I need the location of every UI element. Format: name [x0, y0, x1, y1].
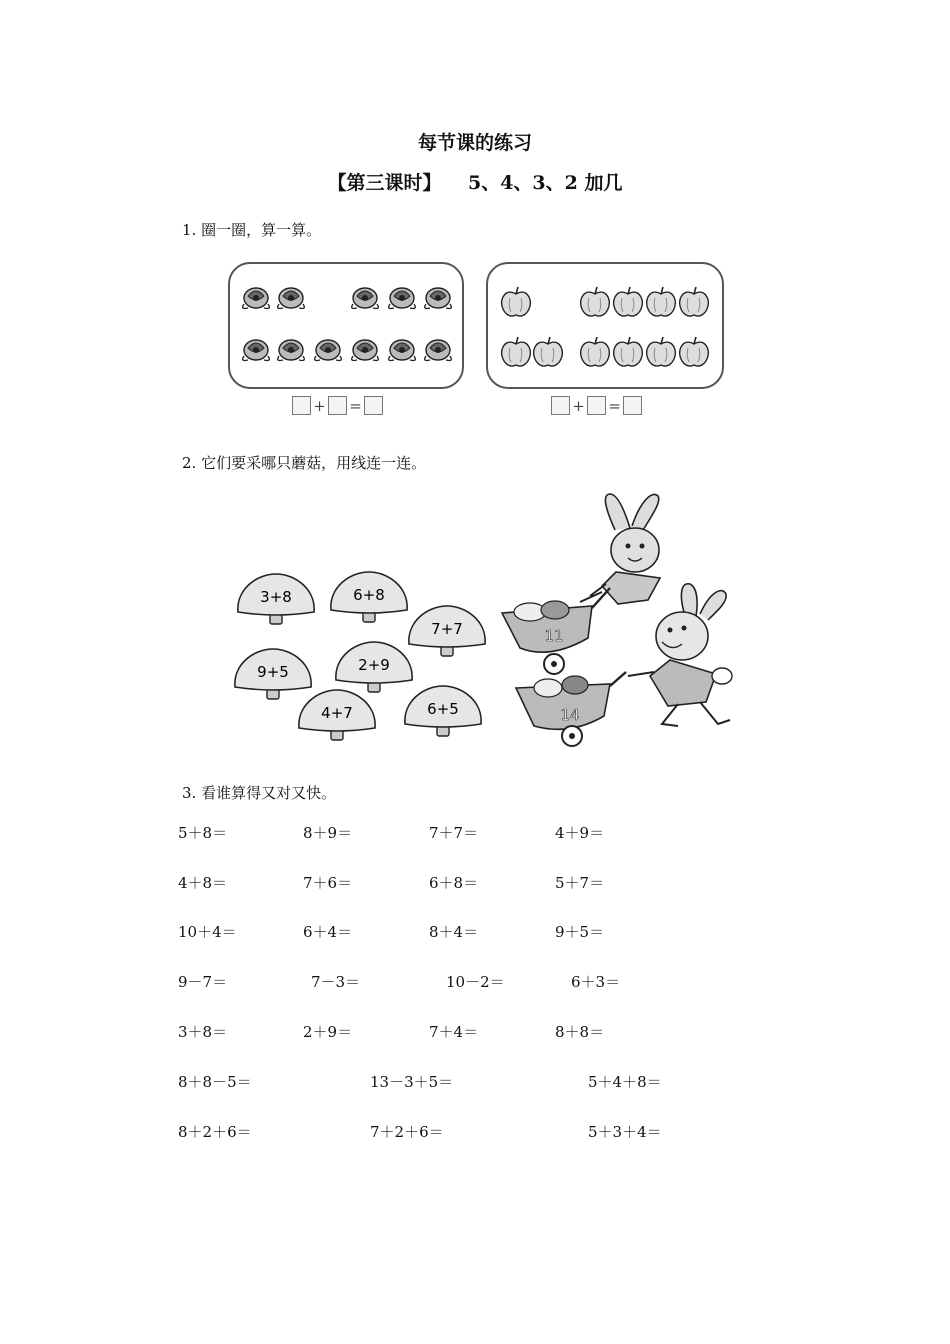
mushroom-scene	[230, 488, 770, 758]
apple-icon	[581, 337, 610, 366]
equals-sign: =	[349, 396, 362, 415]
lesson-subtitle-text: 【第三课时】 5、4、3、2 加几	[327, 172, 623, 194]
apple-icon	[614, 337, 643, 366]
flower-icon	[243, 340, 270, 361]
flower-icon	[278, 340, 305, 361]
apple-equation	[551, 395, 642, 415]
apple-icon	[614, 287, 643, 316]
answer-box[interactable]	[364, 396, 383, 415]
arithmetic-problem[interactable]: 9－7＝	[178, 973, 228, 991]
cart-illustration[interactable]	[516, 672, 626, 746]
mushroom[interactable]	[331, 572, 407, 622]
arithmetic-problem[interactable]: 7－3＝	[311, 973, 361, 991]
mushroom[interactable]	[336, 642, 412, 692]
apple-panel	[486, 262, 724, 389]
cart-number: 14	[560, 706, 580, 724]
plus-sign: +	[572, 396, 585, 415]
arithmetic-problem[interactable]: 13－3＋5＝	[370, 1073, 454, 1091]
flower-icon	[315, 340, 342, 361]
flower-icon	[425, 288, 452, 309]
mushroom[interactable]	[235, 649, 311, 699]
arithmetic-problem[interactable]: 6＋4＝	[303, 923, 353, 941]
answer-box[interactable]	[623, 396, 642, 415]
apple-icon	[581, 287, 610, 316]
mushroom-label: 9+5	[257, 663, 289, 681]
plus-sign: +	[313, 396, 326, 415]
arithmetic-problem[interactable]: 5＋7＝	[555, 874, 605, 892]
arithmetic-problem[interactable]: 4＋8＝	[178, 874, 228, 892]
arithmetic-problem[interactable]: 6＋8＝	[429, 874, 479, 892]
arithmetic-problem[interactable]: 7＋6＝	[303, 874, 353, 892]
lesson-subtitle	[0, 168, 950, 195]
arithmetic-problem[interactable]: 6＋3＝	[571, 973, 621, 991]
mushroom-label: 2+9	[358, 656, 390, 674]
arithmetic-problem[interactable]: 10＋4＝	[178, 923, 237, 941]
q1-prompt: 1. 圈一圈，算一算。	[182, 221, 322, 239]
apple-icons	[488, 264, 722, 387]
flower-icon	[278, 288, 305, 309]
flower-equation	[292, 395, 383, 415]
arithmetic-problem[interactable]: 10－2＝	[446, 973, 505, 991]
apple-icon	[647, 337, 676, 366]
cart-number: 11	[544, 627, 564, 645]
mushroom-label: 6+8	[353, 586, 385, 604]
apple-icon	[502, 287, 531, 316]
mushroom-label: 7+7	[431, 620, 463, 638]
answer-box[interactable]	[587, 396, 606, 415]
arithmetic-problem[interactable]: 5＋3＋4＝	[588, 1123, 662, 1141]
mushroom-label: 6+5	[427, 700, 459, 718]
arithmetic-problem[interactable]: 4＋9＝	[555, 824, 605, 842]
answer-box[interactable]	[328, 396, 347, 415]
flower-icon	[389, 288, 416, 309]
q2-prompt: 2. 它们要采哪只蘑菇，用线连一连。	[182, 454, 427, 472]
arithmetic-problem[interactable]: 8＋4＝	[429, 923, 479, 941]
arithmetic-problem[interactable]: 9＋5＝	[555, 923, 605, 941]
arithmetic-problem[interactable]: 8＋9＝	[303, 824, 353, 842]
arithmetic-problem[interactable]: 8＋8－5＝	[178, 1073, 252, 1091]
arithmetic-problem[interactable]: 8＋2＋6＝	[178, 1123, 252, 1141]
mushroom-label: 3+8	[260, 588, 292, 606]
cart-illustration[interactable]	[502, 588, 610, 674]
arithmetic-problem[interactable]: 7＋7＝	[429, 824, 479, 842]
page-title: 每节课的练习	[417, 132, 532, 154]
mushroom[interactable]	[409, 606, 485, 656]
mushroom[interactable]	[238, 574, 314, 624]
flower-icon	[389, 340, 416, 361]
arithmetic-problem[interactable]: 5＋8＝	[178, 824, 228, 842]
answer-box[interactable]	[292, 396, 311, 415]
arithmetic-problem[interactable]: 7＋4＝	[429, 1023, 479, 1041]
flower-icon	[352, 340, 379, 361]
flower-icons	[230, 264, 462, 387]
arithmetic-problem[interactable]: 7＋2＋6＝	[370, 1123, 444, 1141]
arithmetic-problem[interactable]: 2＋9＝	[303, 1023, 353, 1041]
apple-icon	[502, 337, 531, 366]
apple-icon	[647, 287, 676, 316]
flower-panel	[228, 262, 464, 389]
answer-box[interactable]	[551, 396, 570, 415]
mushroom-label: 4+7	[321, 704, 353, 722]
arithmetic-problem[interactable]: 8＋8＝	[555, 1023, 605, 1041]
equals-sign: =	[608, 396, 621, 415]
mushroom[interactable]	[405, 686, 481, 736]
arithmetic-problem[interactable]: 3＋8＝	[178, 1023, 228, 1041]
rabbit-illustration	[628, 584, 732, 726]
flower-icon	[243, 288, 270, 309]
apple-icon	[680, 337, 709, 366]
apple-icon	[534, 337, 563, 366]
q3-prompt: 3. 看谁算得又对又快。	[182, 784, 337, 802]
arithmetic-problem[interactable]: 5＋4＋8＝	[588, 1073, 662, 1091]
flower-icon	[352, 288, 379, 309]
apple-icon	[680, 287, 709, 316]
rabbit-illustration	[580, 494, 660, 604]
flower-icon	[425, 340, 452, 361]
mushroom[interactable]	[299, 690, 375, 740]
